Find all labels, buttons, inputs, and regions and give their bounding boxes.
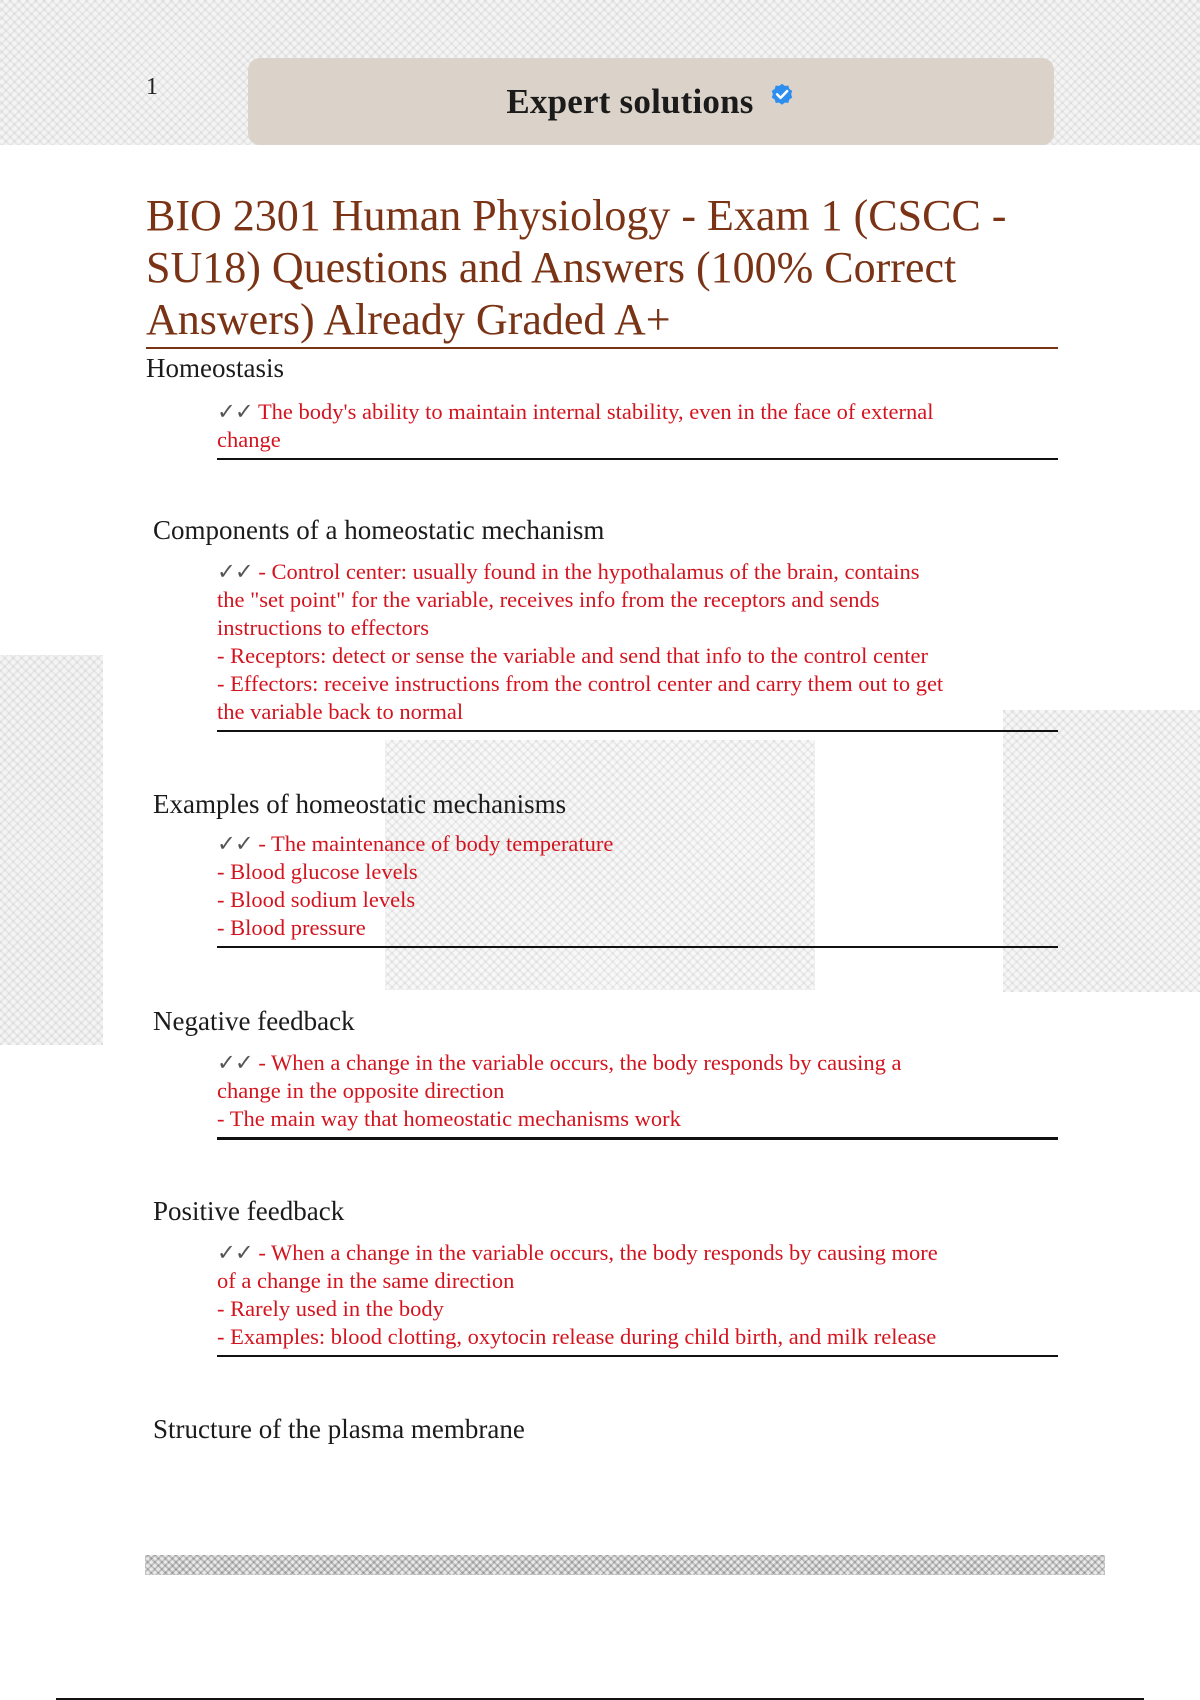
banner-title: Expert solutions [506, 81, 754, 121]
question-text: Components of a homeostatic mechanism [153, 515, 605, 545]
answer-line: - Rarely used in the body [217, 1296, 444, 1321]
answer-line: - Effectors: receive instructions from the control center and carry them out to get [217, 671, 944, 696]
answer-line: of a change in the same direction [217, 1268, 515, 1293]
answer-block [217, 1037, 1058, 1140]
answer-block [217, 384, 1058, 460]
flashcard-plasma-membrane [146, 1413, 1058, 1445]
flashcard-homeostatic-examples [146, 788, 1058, 948]
double-check-icon: ✓✓ [217, 831, 253, 856]
double-check-icon: ✓✓ [217, 559, 253, 584]
flashcard-homeostatic-components [146, 514, 1058, 732]
answer-line: the "set point" for the variable, receives info from the receptors and sends [217, 587, 880, 612]
verified-badge-icon [768, 82, 796, 110]
question-text: Positive feedback [153, 1196, 345, 1226]
answer-line: - The main way that homeostatic mechanisms work [217, 1106, 681, 1131]
expert-solutions-banner [248, 58, 1054, 145]
title-divider [146, 347, 1058, 349]
answer-line: change [217, 427, 281, 452]
blurred-region-left [0, 655, 103, 1045]
flashcard-positive-feedback [146, 1195, 1058, 1357]
double-check-icon: ✓✓ [217, 1240, 253, 1265]
answer-block [217, 820, 1058, 948]
blurred-region-bottom [145, 1555, 1105, 1575]
answer-block [217, 1227, 1058, 1357]
answer-line: - Control center: usually found in the hypothalamus of the brain, contains [258, 559, 920, 584]
answer-line: - Blood glucose levels [217, 859, 418, 884]
answer-line: - Examples: blood clotting, oxytocin release during child birth, and milk release [217, 1324, 937, 1349]
flashcard-negative-feedback [146, 1005, 1058, 1140]
question-text: Homeostasis [146, 353, 284, 383]
answer-line: - Blood sodium levels [217, 887, 416, 912]
double-check-icon: ✓✓ [217, 399, 253, 424]
answer-line: - The maintenance of body temperature [258, 831, 614, 856]
answer-line: The body's ability to maintain internal stability, even in the face of external [257, 399, 934, 424]
question-text: Examples of homeostatic mechanisms [153, 789, 567, 819]
answer-line: - When a change in the variable occurs, the body responds by causing a [258, 1050, 902, 1075]
page-number: 1 [146, 74, 158, 100]
answer-line: instructions to effectors [217, 615, 430, 640]
answer-line: change in the opposite direction [217, 1078, 505, 1103]
flashcard-homeostasis [146, 352, 1058, 460]
answer-line: - When a change in the variable occurs, the body responds by causing more [258, 1240, 938, 1265]
document-title: BIO 2301 Human Physiology - Exam 1 (CSCC - SU18) Questions and Answers (100% Correct Answers) Already Graded A+ [146, 191, 1007, 344]
answer-line: the variable back to normal [217, 699, 464, 724]
answer-block [217, 546, 1058, 732]
question-text: Structure of the plasma membrane [153, 1414, 525, 1444]
question-text: Negative feedback [153, 1006, 355, 1036]
answer-line: - Blood pressure [217, 915, 366, 940]
answer-line: - Receptors: detect or sense the variable and send that info to the control center [217, 643, 928, 668]
double-check-icon: ✓✓ [217, 1050, 253, 1075]
